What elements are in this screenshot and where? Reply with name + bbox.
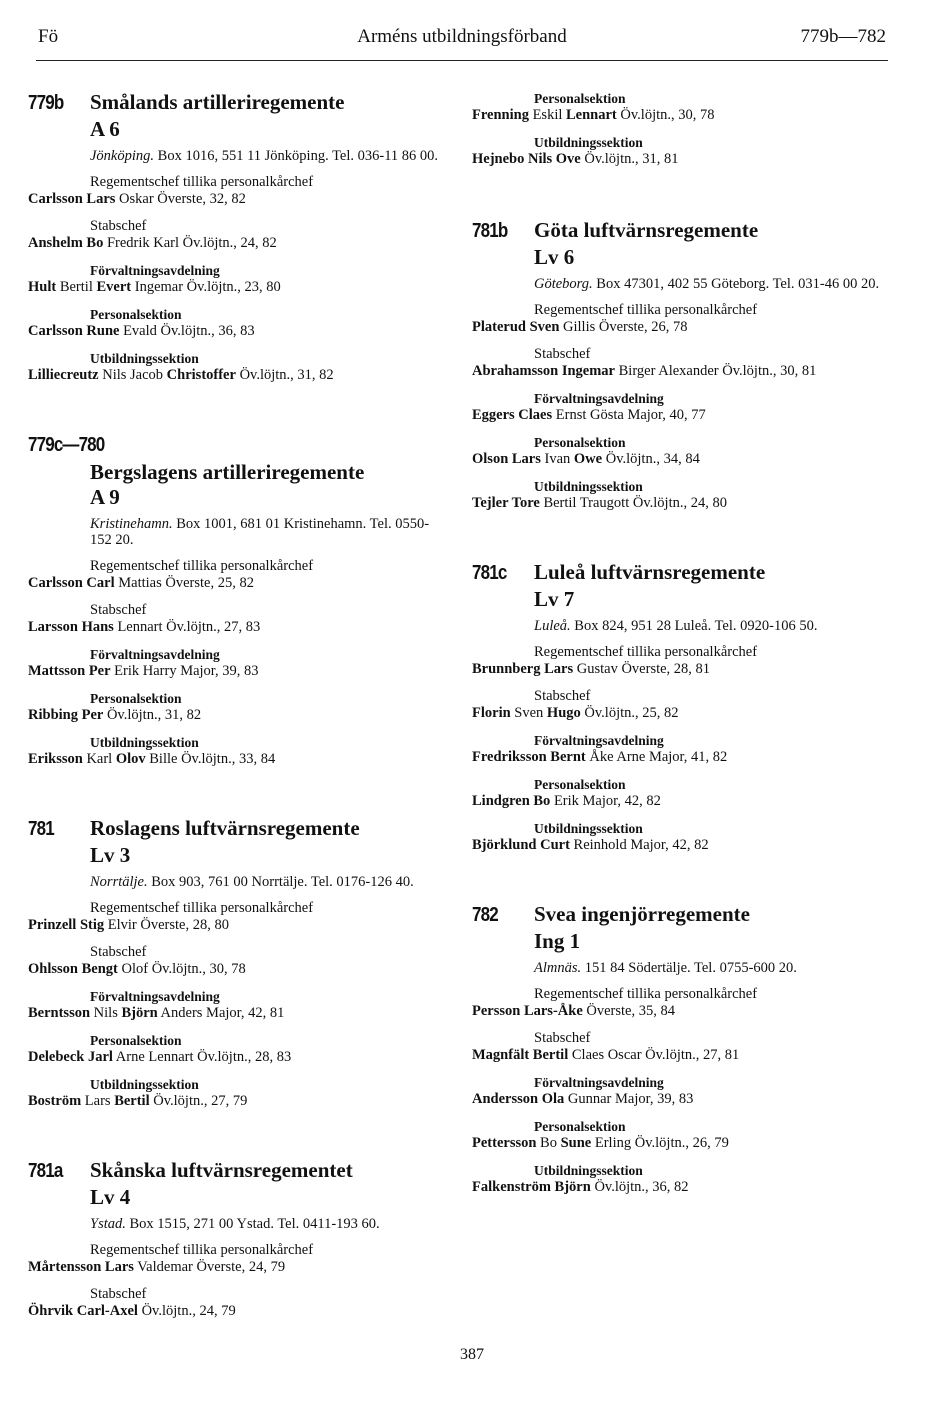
staff-section (472, 1118, 892, 1152)
person-entry (472, 407, 892, 424)
staff-section (472, 478, 892, 512)
regiment-title: Bergslagens artilleriregemente (90, 460, 365, 484)
regiment-entry (472, 560, 892, 854)
regiment-address (90, 1216, 448, 1232)
section-role: Stabschef (90, 944, 147, 960)
address-text: Box 903, 761 00 Norrtälje. Tel. 0176-126 40. (147, 874, 414, 890)
person-callname: Evert (96, 279, 132, 295)
person-names: Lennart Öv.löjtn., 27, 83 (113, 619, 261, 635)
staff-section (28, 306, 448, 340)
person-entry (28, 1005, 448, 1022)
person-entry (472, 495, 892, 512)
person-entry (28, 751, 448, 768)
right-column (472, 90, 892, 1244)
entry-heading (28, 816, 448, 842)
person-rank: Ingemar Öv.löjtn., 23, 80 (131, 279, 281, 295)
regiment-entry (28, 816, 448, 1110)
staff-section (472, 1074, 892, 1108)
person-rank: Erling Öv.löjtn., 26, 79 (591, 1135, 729, 1151)
person-callname: Owe (573, 451, 603, 467)
regiment-title: Svea ingenjörregemente (534, 902, 750, 926)
regiment-title: Luleå luftvärnsregemente (534, 560, 766, 584)
person-names: Bo (536, 1135, 561, 1151)
person-surname: Ohlsson Bengt (28, 961, 118, 977)
section-role: Utbildningssektion (90, 735, 199, 750)
staff-section (28, 174, 448, 208)
section-role: Utbildningssektion (534, 479, 643, 494)
regiment-address (90, 148, 448, 164)
person-surname: Falkenström Björn (472, 1179, 591, 1195)
section-role: Förvaltningsavdelning (534, 733, 664, 748)
person-entry (28, 367, 448, 384)
address-text: 151 84 Södertälje. Tel. 0755-600 20. (581, 960, 797, 976)
person-entry (472, 1047, 892, 1064)
person-entry (472, 705, 892, 722)
person-surname: Eriksson (28, 751, 83, 767)
person-entry (28, 961, 448, 978)
person-names: Olof Öv.löjtn., 30, 78 (117, 961, 246, 977)
person-rank: Öv.löjtn., 30, 78 (616, 107, 715, 123)
staff-section (472, 390, 892, 424)
address-city: Jönköping. (90, 148, 155, 164)
staff-section (28, 558, 448, 592)
entry-heading (472, 902, 892, 928)
entry-heading (28, 90, 448, 116)
person-entry (472, 151, 892, 168)
regiment-entry (28, 90, 448, 384)
staff-section (28, 1286, 448, 1320)
person-entry (472, 793, 892, 810)
entry-number: 779c—780 (28, 434, 105, 456)
regiment-address (90, 874, 448, 890)
address-city: Norrtälje. (90, 874, 148, 890)
regiment-abbreviation: Ing 1 (534, 929, 581, 953)
section-role: Personalsektion (90, 307, 182, 322)
section-role: Stabschef (534, 346, 591, 362)
person-entry (472, 319, 892, 336)
person-names: Birger Alexander Öv.löjtn., 30, 81 (615, 363, 817, 379)
regiment-abbreviation: A 9 (90, 485, 120, 509)
regiment-abbreviation: Lv 3 (90, 843, 131, 867)
regiment-abbreviation: Lv 6 (534, 245, 575, 269)
section-role: Regementschef tillika personalkårchef (90, 558, 314, 574)
section-role: Personalsektion (90, 1033, 182, 1048)
section-role: Förvaltningsavdelning (90, 263, 220, 278)
regiment-entry (472, 90, 892, 168)
person-names: Reinhold Major, 42, 82 (569, 837, 709, 853)
person-names: Öv.löjtn., 31, 82 (103, 707, 202, 723)
address-text: Box 1001, 681 01 Kristinehamn. Tel. 0550-152 20. (90, 516, 430, 548)
section-role: Stabschef (90, 602, 147, 618)
staff-section (28, 900, 448, 934)
person-entry (28, 663, 448, 680)
left-column (28, 90, 448, 1368)
person-surname: Tejler Tore (472, 495, 540, 511)
person-surname: Carlsson Rune (28, 323, 120, 339)
person-surname: Boström (28, 1093, 82, 1109)
person-callname: Olov (115, 751, 146, 767)
person-names: Lars (81, 1093, 115, 1109)
address-text: Box 1515, 271 00 Ystad. Tel. 0411-193 60. (125, 1216, 380, 1232)
person-entry (472, 1003, 892, 1020)
person-names: Gillis Överste, 26, 78 (559, 319, 688, 335)
section-role: Förvaltningsavdelning (90, 989, 220, 1004)
section-role: Personalsektion (534, 91, 626, 106)
person-surname: Magnfält Bertil (472, 1047, 569, 1063)
person-surname: Hult (28, 279, 57, 295)
person-names: Fredrik Karl Öv.löjtn., 24, 82 (103, 235, 277, 251)
staff-section (28, 944, 448, 978)
person-names: Valdemar Överste, 24, 79 (133, 1259, 286, 1275)
person-names: Nils (90, 1005, 122, 1021)
person-entry (28, 1093, 448, 1110)
person-rank: Öv.löjtn., 31, 82 (235, 367, 334, 383)
address-city: Göteborg. (534, 276, 593, 292)
person-callname: Sune (560, 1135, 592, 1151)
person-surname: Carlsson Lars (28, 191, 116, 207)
staff-section (28, 262, 448, 296)
person-names: Bertil (56, 279, 97, 295)
address-city: Kristinehamn. (90, 516, 173, 532)
person-entry (28, 1259, 448, 1276)
regiment-abbreviation: A 6 (90, 117, 120, 141)
person-entry (472, 451, 892, 468)
regiment-title: Skånska luftvärnsregementet (90, 1158, 353, 1182)
entry-heading (28, 460, 448, 484)
person-entry (472, 1179, 892, 1196)
person-surname: Delebeck Jarl (28, 1049, 113, 1065)
person-names: Elvir Överste, 28, 80 (104, 917, 229, 933)
staff-section (472, 644, 892, 678)
staff-section (472, 776, 892, 810)
person-entry (472, 1135, 892, 1152)
person-surname: Brunnberg Lars (472, 661, 574, 677)
regiment-address (90, 516, 448, 548)
person-surname: Anshelm Bo (28, 235, 104, 251)
person-names: Eskil (528, 107, 567, 123)
section-role: Förvaltningsavdelning (534, 391, 664, 406)
staff-section (472, 820, 892, 854)
regiment-entry (472, 902, 892, 1196)
staff-section (472, 302, 892, 336)
person-rank: Öv.löjtn., 34, 84 (602, 451, 700, 467)
person-surname: Abrahamsson Ingemar (472, 363, 615, 379)
section-role: Stabschef (90, 218, 147, 234)
staff-section (28, 218, 448, 252)
person-entry (28, 323, 448, 340)
address-city: Almnäs. (534, 960, 582, 976)
staff-section (472, 732, 892, 766)
regiment-address (534, 276, 892, 292)
person-surname: Hejnebo Nils Ove (472, 151, 581, 167)
person-rank: Öv.löjtn., 25, 82 (580, 705, 679, 721)
person-names: Evald Öv.löjtn., 36, 83 (119, 323, 255, 339)
person-names: Ivan (540, 451, 574, 467)
regiment-title: Roslagens luftvärnsregemente (90, 816, 360, 840)
person-entry (472, 107, 892, 124)
person-callname: Bertil (114, 1093, 150, 1109)
section-role: Regementschef tillika personalkårchef (534, 644, 758, 660)
staff-section (472, 346, 892, 380)
address-city: Luleå. (534, 618, 571, 634)
section-role: Personalsektion (534, 777, 626, 792)
section-role: Personalsektion (534, 1119, 626, 1134)
section-role: Stabschef (534, 1030, 591, 1046)
staff-section (28, 1032, 448, 1066)
section-role: Utbildningssektion (534, 821, 643, 836)
person-entry (28, 707, 448, 724)
person-names: Nils Jacob (98, 367, 167, 383)
person-surname: Platerud Sven (472, 319, 560, 335)
header-title: Arméns utbildningsförband (357, 26, 567, 47)
person-names: Mattias Överste, 25, 82 (114, 575, 254, 591)
person-entry (472, 837, 892, 854)
staff-section (28, 646, 448, 680)
person-names: Erik Major, 42, 82 (550, 793, 661, 809)
person-surname: Prinzell Stig (28, 917, 105, 933)
header-range: 779b—782 (800, 26, 886, 47)
person-entry (28, 917, 448, 934)
address-text: Box 47301, 402 55 Göteborg. Tel. 031-46 00 20. (592, 276, 880, 292)
header-rule (36, 60, 888, 61)
entry-heading (472, 218, 892, 244)
staff-section (28, 1076, 448, 1110)
regiment-address (534, 960, 892, 976)
entry-number: 781a (28, 1160, 63, 1182)
person-surname: Berntsson (28, 1005, 91, 1021)
regiment-title: Smålands artilleriregemente (90, 90, 345, 114)
section-role: Utbildningssektion (90, 1077, 199, 1092)
page-number: 387 (460, 1346, 484, 1363)
section-role: Utbildningssektion (534, 1163, 643, 1178)
person-surname: Lilliecreutz (28, 367, 99, 383)
entry-number: 781c (472, 562, 507, 584)
person-rank: Öv.löjtn., 27, 79 (149, 1093, 248, 1109)
person-callname: Hugo (546, 705, 581, 721)
person-entry (28, 235, 448, 252)
section-role: Regementschef tillika personalkårchef (90, 174, 314, 190)
section-role: Personalsektion (90, 691, 182, 706)
page-header (38, 26, 886, 56)
regiment-title: Göta luftvärnsregemente (534, 218, 759, 242)
person-names: Öv.löjtn., 36, 82 (590, 1179, 689, 1195)
section-role: Regementschef tillika personalkårchef (534, 986, 758, 1002)
address-city: Ystad. (90, 1216, 126, 1232)
person-entry (28, 1049, 448, 1066)
person-entry (472, 1091, 892, 1108)
entry-number: 779b (28, 92, 64, 114)
entry-heading (28, 1158, 448, 1184)
person-names: Gunnar Major, 39, 83 (564, 1091, 694, 1107)
person-surname: Mårtensson Lars (28, 1259, 134, 1275)
entry-number: 781b (472, 220, 508, 242)
person-names: Oskar Överste, 32, 82 (115, 191, 246, 207)
section-role: Utbildningssektion (534, 135, 643, 150)
person-rank: Bille Öv.löjtn., 33, 84 (145, 751, 276, 767)
person-names: Åke Arne Major, 41, 82 (585, 749, 728, 765)
section-role: Stabschef (90, 1286, 147, 1302)
section-role: Utbildningssektion (90, 351, 199, 366)
person-entry (472, 661, 892, 678)
person-names: Erik Harry Major, 39, 83 (110, 663, 259, 679)
person-names: Öv.löjtn., 24, 79 (137, 1303, 236, 1319)
staff-section (28, 350, 448, 384)
person-surname: Andersson Ola (472, 1091, 565, 1107)
staff-section (472, 134, 892, 168)
regiment-entry (28, 432, 448, 768)
staff-section (472, 434, 892, 468)
person-entry (28, 1303, 448, 1320)
person-names: Claes Oscar Öv.löjtn., 27, 81 (568, 1047, 740, 1063)
entry-number: 782 (472, 904, 498, 926)
staff-section (472, 1162, 892, 1196)
person-names: Öv.löjtn., 31, 81 (580, 151, 679, 167)
person-rank: Anders Major, 42, 81 (157, 1005, 285, 1021)
person-surname: Frenning (472, 107, 529, 123)
person-callname: Christoffer (166, 367, 236, 383)
section-role: Regementschef tillika personalkårchef (534, 302, 758, 318)
regiment-abbreviation: Lv 4 (90, 1185, 131, 1209)
person-entry (28, 279, 448, 296)
entry-heading (472, 560, 892, 586)
person-entry (28, 575, 448, 592)
person-surname: Carlsson Carl (28, 575, 115, 591)
person-names: Sven (510, 705, 547, 721)
person-entry (472, 363, 892, 380)
person-surname: Björklund Curt (472, 837, 570, 853)
section-role: Stabschef (534, 688, 591, 704)
person-surname: Larsson Hans (28, 619, 114, 635)
person-entry (28, 191, 448, 208)
section-role: Regementschef tillika personalkårchef (90, 900, 314, 916)
regiment-abbreviation: Lv 7 (534, 587, 575, 611)
staff-section (28, 734, 448, 768)
section-role: Förvaltningsavdelning (534, 1075, 664, 1090)
staff-section (472, 688, 892, 722)
staff-section (472, 1030, 892, 1064)
person-surname: Persson Lars-Åke (472, 1003, 583, 1019)
staff-section (28, 690, 448, 724)
section-role: Förvaltningsavdelning (90, 647, 220, 662)
person-surname: Eggers Claes (472, 407, 553, 423)
staff-section (28, 988, 448, 1022)
regiment-entry (472, 218, 892, 512)
person-surname: Mattsson Per (28, 663, 111, 679)
staff-section (28, 1242, 448, 1276)
staff-section (28, 602, 448, 636)
section-role: Personalsektion (534, 435, 626, 450)
person-callname: Björn (121, 1005, 158, 1021)
person-names: Överste, 35, 84 (582, 1003, 675, 1019)
person-surname: Pettersson (472, 1135, 537, 1151)
regiment-entry (28, 1158, 448, 1320)
person-names: Arne Lennart Öv.löjtn., 28, 83 (112, 1049, 292, 1065)
person-names: Ernst Gösta Major, 40, 77 (552, 407, 706, 423)
header-left: Fö (38, 26, 59, 47)
entry-number: 781 (28, 818, 54, 840)
person-names: Gustav Överste, 28, 81 (573, 661, 711, 677)
staff-section (472, 90, 892, 124)
staff-section (472, 986, 892, 1020)
person-entry (472, 749, 892, 766)
person-names: Bertil Traugott Öv.löjtn., 24, 80 (539, 495, 727, 511)
person-entry (28, 619, 448, 636)
regiment-address (534, 618, 892, 634)
person-callname: Lennart (566, 107, 617, 123)
person-surname: Fredriksson Bernt (472, 749, 586, 765)
person-surname: Öhrvik Carl-Axel (28, 1303, 138, 1319)
person-surname: Lindgren Bo (472, 793, 551, 809)
person-surname: Florin (472, 705, 511, 721)
person-surname: Olson Lars (472, 451, 541, 467)
section-role: Regementschef tillika personalkårchef (90, 1242, 314, 1258)
person-names: Karl (82, 751, 116, 767)
person-surname: Ribbing Per (28, 707, 104, 723)
address-text: Box 824, 951 28 Luleå. Tel. 0920-106 50. (570, 618, 818, 634)
address-text: Box 1016, 551 11 Jönköping. Tel. 036-11 86 00. (154, 148, 439, 164)
